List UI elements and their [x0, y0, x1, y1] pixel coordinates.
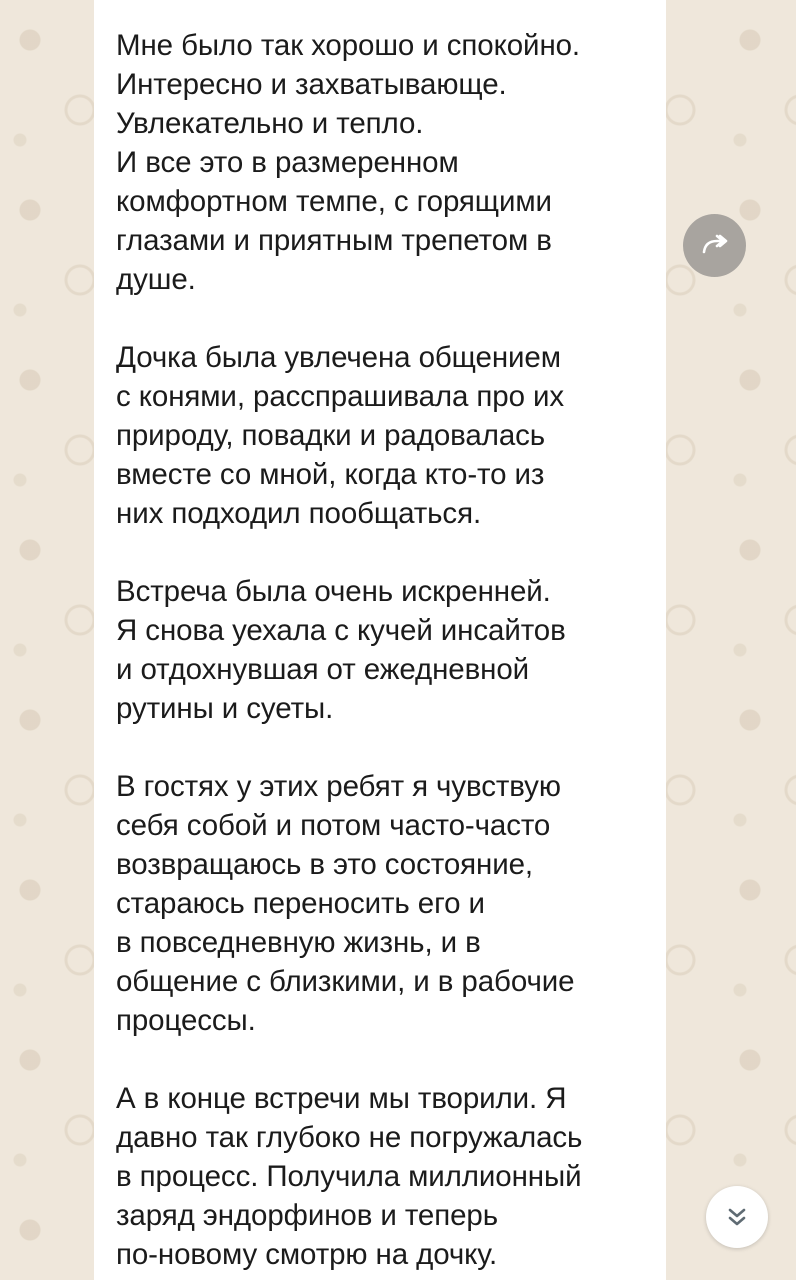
message-bubble[interactable]	[94, 0, 666, 1280]
message-paragraph-2	[116, 338, 644, 533]
message-line: них подходил пообщаться.	[116, 497, 482, 530]
message-line: стараюсь переносить его и	[116, 887, 485, 920]
message-line: возвращаюсь в это состояние,	[116, 848, 533, 881]
message-line: Дочка была увлечена общением	[116, 341, 561, 374]
message-line: в повседневную жизнь, и в	[116, 926, 481, 959]
forward-arrow-icon	[699, 230, 731, 262]
message-paragraph-1	[116, 26, 644, 299]
message-line: с конями, расспрашивала про их	[116, 380, 565, 413]
message-line: Увлекательно и тепло.	[116, 107, 424, 140]
message-line: комфортном темпе, с горящими	[116, 185, 552, 218]
message-line: природу, повадки и радовалась	[116, 419, 546, 452]
message-line: Встреча была очень искренней.	[116, 575, 551, 608]
message-line: И все это в размеренном	[116, 146, 459, 179]
message-line: душе.	[116, 263, 196, 296]
message-line: и отдохнувшая от ежедневной	[116, 653, 530, 686]
message-paragraph-4	[116, 767, 644, 1040]
message-line: заряд эндорфинов и теперь	[116, 1199, 498, 1232]
message-line: процессы.	[116, 1004, 256, 1037]
message-line: общение с близкими, и в рабочие	[116, 965, 575, 998]
forward-message-button[interactable]	[683, 214, 746, 277]
message-line: себя собой и потом часто-часто	[116, 809, 551, 842]
message-line: Интересно и захватывающе.	[116, 68, 507, 101]
message-paragraph-3	[116, 572, 644, 728]
message-paragraph-5	[116, 1079, 644, 1274]
message-line: А в конце встречи мы творили. Я	[116, 1082, 567, 1115]
scroll-to-bottom-button[interactable]	[706, 1186, 768, 1248]
message-line: рутины и суеты.	[116, 692, 334, 725]
message-line: Мне было так хорошо и спокойно.	[116, 29, 581, 62]
message-line: по-новому смотрю на дочку.	[116, 1238, 498, 1271]
message-line: В гостях у этих ребят я чувствую	[116, 770, 561, 803]
message-line: вместе со мной, когда кто-то из	[116, 458, 545, 491]
double-chevron-down-icon	[724, 1204, 750, 1230]
message-line: глазами и приятным трепетом в	[116, 224, 552, 257]
message-line: давно так глубоко не погружалась	[116, 1121, 583, 1154]
message-line: Я снова уехала с кучей инсайтов	[116, 614, 566, 647]
message-line: в процесс. Получила миллионный	[116, 1160, 582, 1193]
